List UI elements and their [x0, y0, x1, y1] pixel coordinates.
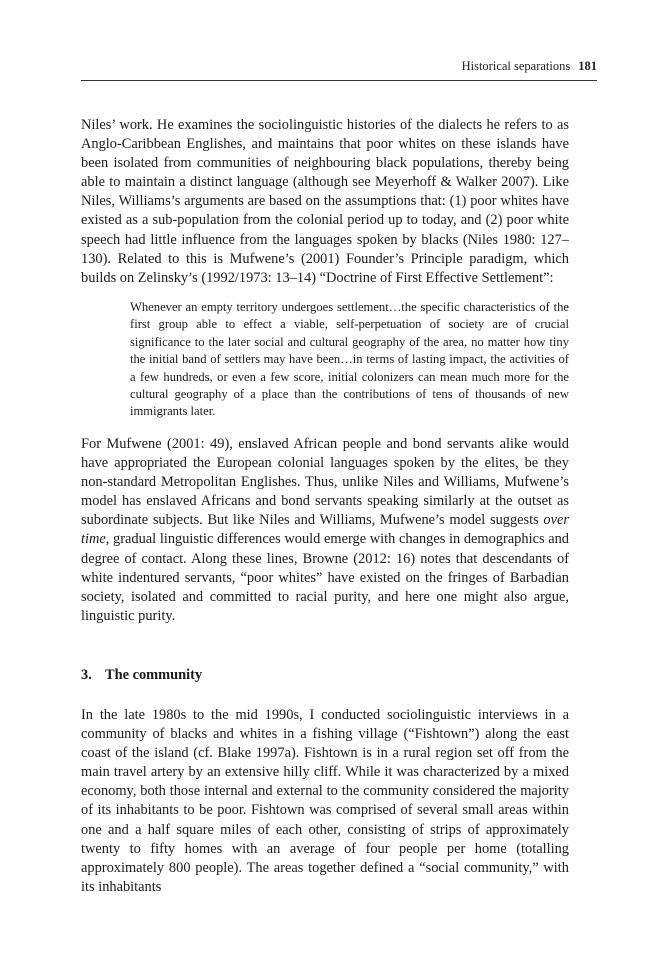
section-number: 3.	[81, 667, 92, 683]
header-rule	[81, 80, 597, 81]
running-title: Historical separations	[461, 59, 571, 73]
paragraph-1: Niles’ work. He examines the sociolinguistic histories of the dialects he refers to as Anglo-Caribbean Englishes, and maintains that poor whites on these islands have been isolated from communities of neighbouring black populations, thereby being able to maintain a distinct language (although see Meyerhoff & Walker 2007). Like Niles, Williams’s arguments are based on the assumptions that: (1) poor whites have existed as a sub-population from the colonial period up to today, and (2) poor white speech had little influence from the languages spoken by blacks (Niles 1980: 127–130). Related to this is Mufwene’s (2001) Founder’s Principle paradigm, which builds on Zelinsky’s (1992/1973: 13–14) “Doctrine of First Effective Settlement”:	[81, 117, 569, 286]
paragraph-2-text-a: For Mufwene (2001: 49), enslaved African people and bond servants alike would have appropriated the European colonial languages spoken by the elites, be they non-standard Metropolitan Englishes. Thus, unlike Niles and Williams, Mufwene’s model has enslaved Africans and bond servants speaking similarly at the outset as subordinate subjects. But like Niles and Williams, Mufwene’s model suggests	[81, 436, 569, 529]
paragraph-2	[81, 435, 569, 626]
page-number: 181	[578, 59, 597, 73]
paragraph-3: In the late 1980s to the mid 1990s, I conducted sociolinguistic interviews in a community of blacks and whites in a fishing village (“Fishtown”) along the east coast of the island (cf. Blake 1997a). Fishtown is in a rural region set off from the main travel artery by an extensive hilly cliff. While it was characterized by a mixed economy, both those internal and external to the community considered the majority of its inhabitants to be poor. Fishtown was comprised of several small areas within one and a half square miles of each other, consisting of strips of approximately twenty to fifty homes with an average of four people per home (totalling approximately 800 people). The areas together defined a “social community,” with its inhabitants	[81, 707, 569, 895]
paragraph-2-italic: over time	[81, 512, 569, 548]
running-head	[81, 58, 597, 74]
section-title: The community	[105, 667, 203, 683]
paragraph-2-text-b: , gradual linguistic differences would emerge with changes in demographics and degree of contact. Along these lines, Browne (2012: 16) notes that descendants of white indentured servants, “poor whites” have existed on the fringes of Barbadian society, isolated and committed to racial purity, and here one might also argue, linguistic purity.	[81, 531, 569, 624]
block-quote: Whenever an empty territory undergoes settlement…the specific characteristics of the first group able to effect a viable, self-perpetuation of society are of crucial significance to the later social and cultural geography of the area, no matter how tiny the initial band of settlers may have been…in terms of lasting impact, the activities of a few hundreds, or even a few score, initial colonizers can mean much more for the cultural geography of a place than the contributions of tens of thousands of new immigrants later.	[130, 300, 569, 419]
section-heading	[81, 666, 569, 685]
